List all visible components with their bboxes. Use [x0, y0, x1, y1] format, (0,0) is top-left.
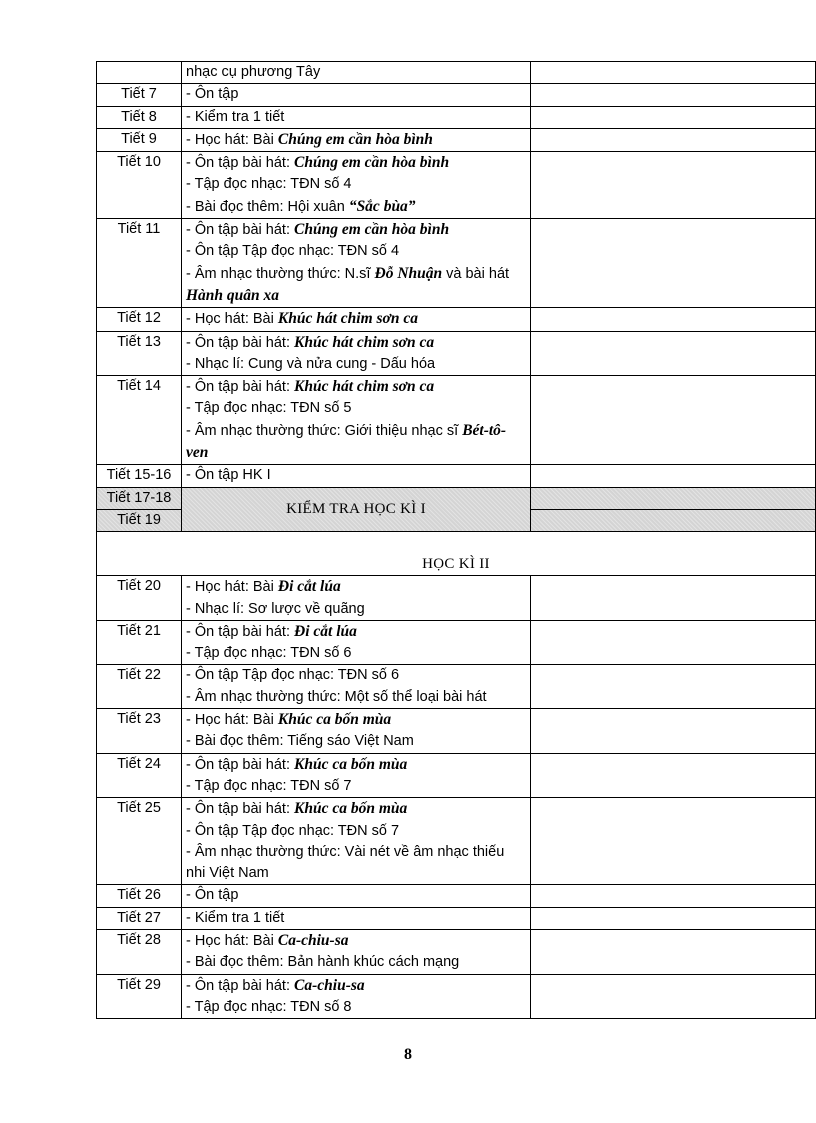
content-text: - Bài đọc thêm: Tiếng sáo Việt Nam: [186, 733, 414, 750]
content-text: - Ôn tập bài hát:: [186, 222, 295, 239]
content-line: [186, 84, 526, 105]
notes-cell: [531, 376, 816, 465]
notes-cell: [531, 620, 816, 665]
period-cell: Tiết 29: [97, 974, 182, 1019]
content-text: - Bài đọc thêm: Bản hành khúc cách mạng: [186, 954, 460, 971]
content-cell: [182, 753, 531, 798]
content-cell: [182, 620, 531, 665]
table-row: [97, 376, 816, 465]
table-row: [97, 487, 816, 509]
content-text: - Tập đọc nhạc: TĐN số 4: [186, 176, 352, 193]
content-line: [186, 576, 526, 598]
content-cell: [182, 331, 531, 376]
table-row: [97, 709, 816, 754]
table-row: [97, 929, 816, 974]
period-cell: Tiết 28: [97, 929, 182, 974]
period-cell: Tiết 21: [97, 620, 182, 665]
table-row: [97, 62, 816, 84]
content-text: - Bài đọc thêm: Hội xuân: [186, 198, 349, 215]
period-cell: Tiết 10: [97, 152, 182, 219]
content-text: - Tập đọc nhạc: TĐN số 5: [186, 400, 352, 417]
content-line: [186, 263, 526, 308]
notes-cell: [531, 465, 816, 487]
content-line: [186, 687, 526, 708]
content-line: [186, 465, 526, 486]
content-text: - Học hát: Bài: [186, 579, 278, 596]
notes-cell: [531, 152, 816, 219]
content-text: - Nhạc lí: Sơ lược về quãng: [186, 600, 365, 617]
period-cell: Tiết 14: [97, 376, 182, 465]
content-text: - Ôn tập bài hát:: [186, 623, 295, 640]
content-line: [186, 798, 526, 820]
table-row: [97, 576, 816, 621]
content-text: và bài hát: [442, 265, 510, 282]
period-cell: Tiết 19: [97, 509, 182, 531]
table-row: [97, 620, 816, 665]
content-line: [186, 731, 526, 752]
content-text: - Âm nhạc thường thức: Vài nét về âm nhạc thiếu nhi Việt Nam: [186, 843, 505, 882]
content-text: nhạc cụ phương Tây: [186, 64, 321, 80]
content-line: [186, 665, 526, 686]
content-cell: [182, 106, 531, 128]
table-row: [97, 753, 816, 798]
table-row: [97, 152, 816, 219]
period-cell: Tiết 25: [97, 798, 182, 885]
content-text: - Ôn tập HK I: [186, 467, 271, 484]
song-title: Khúc ca bốn mùa: [294, 755, 408, 773]
content-text: - Nhạc lí: Cung và nửa cung - Dấu hóa: [186, 355, 436, 372]
content-text: - Kiểm tra 1 tiết: [186, 108, 285, 125]
content-text: - Ôn tập bài hát:: [186, 756, 295, 773]
period-cell: Tiết 23: [97, 709, 182, 754]
content-line: [186, 709, 526, 731]
content-cell: [182, 62, 531, 84]
content-line: [186, 975, 526, 997]
content-line: [186, 219, 526, 241]
content-line: [186, 354, 526, 375]
content-line: [186, 930, 526, 952]
period-cell: Tiết 7: [97, 84, 182, 106]
content-line: [186, 621, 526, 643]
content-text: - Tập đọc nhạc: TĐN số 6: [186, 645, 352, 662]
period-cell: Tiết 11: [97, 219, 182, 308]
content-text: - Tập đọc nhạc: TĐN số 8: [186, 998, 352, 1015]
content-text: - Ôn tập Tập đọc nhạc: TĐN số 4: [186, 243, 400, 260]
content-text: - Ôn tập Tập đọc nhạc: TĐN số 6: [186, 667, 400, 684]
song-title: Khúc ca bốn mùa: [277, 711, 392, 729]
notes-cell: [531, 487, 816, 509]
content-text: - Học hát: Bài: [186, 712, 278, 729]
period-cell: Tiết 24: [97, 753, 182, 798]
content-line: [186, 241, 526, 262]
content-line: [186, 908, 526, 929]
content-line: [186, 152, 526, 174]
content-cell: [182, 885, 531, 907]
period-cell: Tiết 27: [97, 907, 182, 929]
notes-cell: [531, 974, 816, 1019]
content-line: [186, 842, 526, 885]
semester-exam-label: KIỂM TRA HỌC KÌ I: [182, 487, 531, 532]
period-cell: Tiết 13: [97, 331, 182, 376]
content-line: [186, 420, 526, 465]
song-title: Khúc hát chim sơn ca: [277, 310, 418, 328]
content-cell: [182, 929, 531, 974]
content-text: - Ôn tập: [186, 887, 239, 904]
song-title: Khúc hát chim sơn ca: [294, 333, 435, 351]
song-title: Khúc ca bốn mùa: [294, 800, 408, 818]
content-cell: [182, 84, 531, 106]
content-cell: [182, 465, 531, 487]
content-line: [186, 821, 526, 842]
song-title: Chúng em cần hòa bình: [277, 130, 433, 148]
content-text: - Kiểm tra 1 tiết: [186, 909, 285, 926]
notes-cell: [531, 106, 816, 128]
song-title: “Sắc bùa”: [348, 197, 416, 215]
song-title: Ca-chiu-sa: [294, 976, 365, 994]
notes-cell: [531, 665, 816, 709]
semester-heading-row: [97, 532, 816, 576]
content-text: - Âm nhạc thường thức: N.sĩ: [186, 265, 375, 282]
period-cell: Tiết 8: [97, 106, 182, 128]
notes-cell: [531, 219, 816, 308]
content-cell: [182, 152, 531, 219]
content-line: [186, 107, 526, 128]
content-text: - Ôn tập bài hát:: [186, 379, 295, 396]
table-row: [97, 465, 816, 487]
content-text: - Học hát: Bài: [186, 131, 278, 148]
content-line: [186, 885, 526, 906]
content-line: [186, 398, 526, 419]
content-cell: [182, 376, 531, 465]
content-cell: [182, 798, 531, 885]
content-text: - Ôn tập bài hát:: [186, 155, 295, 172]
table-row: [97, 885, 816, 907]
content-text: - Ôn tập bài hát:: [186, 801, 295, 818]
notes-cell: [531, 509, 816, 531]
song-title: Khúc hát chim sơn ca: [294, 378, 435, 396]
content-line: [186, 997, 526, 1018]
content-line: [186, 599, 526, 620]
notes-cell: [531, 331, 816, 376]
lesson-schedule-table: [96, 61, 816, 1019]
table-row: [97, 665, 816, 709]
content-cell: [182, 576, 531, 621]
table-row: [97, 219, 816, 308]
table-row: [97, 84, 816, 106]
period-cell: [97, 62, 182, 84]
table-row: [97, 331, 816, 376]
song-title: Đi cắt lúa: [277, 578, 341, 596]
semester-heading: HỌC KÌ II: [97, 532, 816, 576]
content-line: [186, 62, 526, 83]
notes-cell: [531, 709, 816, 754]
content-text: - Ôn tập bài hát:: [186, 977, 295, 994]
period-cell: Tiết 26: [97, 885, 182, 907]
notes-cell: [531, 576, 816, 621]
content-line: [186, 332, 526, 354]
content-line: [186, 952, 526, 973]
content-cell: [182, 219, 531, 308]
notes-cell: [531, 128, 816, 151]
content-text: - Học hát: Bài: [186, 311, 278, 328]
notes-cell: [531, 885, 816, 907]
table-row: [97, 907, 816, 929]
song-title: Ca-chiu-sa: [277, 931, 349, 949]
content-text: - Học hát: Bài: [186, 932, 278, 949]
content-text: - Ôn tập Tập đọc nhạc: TĐN số 7: [186, 822, 400, 839]
notes-cell: [531, 308, 816, 331]
content-line: [186, 376, 526, 398]
song-title: Bét-tô-ven: [186, 421, 507, 462]
period-cell: Tiết 9: [97, 128, 182, 151]
content-line: [186, 196, 526, 218]
content-cell: [182, 709, 531, 754]
notes-cell: [531, 62, 816, 84]
notes-cell: [531, 753, 816, 798]
content-line: [186, 643, 526, 664]
song-title: Đỗ Nhuận: [374, 264, 443, 282]
content-cell: [182, 907, 531, 929]
content-line: [186, 174, 526, 195]
period-cell: Tiết 15-16: [97, 465, 182, 487]
content-cell: [182, 974, 531, 1019]
notes-cell: [531, 929, 816, 974]
content-line: [186, 129, 526, 151]
content-line: [186, 776, 526, 797]
content-cell: [182, 665, 531, 709]
content-line: [186, 308, 526, 330]
period-cell: Tiết 22: [97, 665, 182, 709]
song-title: Chúng em cần hòa bình: [294, 221, 450, 239]
notes-cell: [531, 907, 816, 929]
table-row: [97, 798, 816, 885]
song-title: Đi cắt lúa: [294, 622, 357, 640]
content-text: - Tập đọc nhạc: TĐN số 7: [186, 777, 352, 794]
content-line: [186, 754, 526, 776]
content-text: - Âm nhạc thường thức: Một số thể loại bài hát: [186, 688, 487, 705]
song-title: Hành quân xa: [186, 286, 280, 304]
period-cell: Tiết 12: [97, 308, 182, 331]
song-title: Chúng em cần hòa bình: [294, 154, 450, 172]
content-cell: [182, 308, 531, 331]
content-text: - Ôn tập: [186, 86, 239, 103]
table-row: [97, 308, 816, 331]
table-row: [97, 128, 816, 151]
content-text: - Âm nhạc thường thức: Giới thiệu nhạc sĩ: [186, 422, 463, 439]
notes-cell: [531, 84, 816, 106]
table-row: [97, 106, 816, 128]
table-row: [97, 974, 816, 1019]
lesson-schedule-body: [97, 62, 816, 1019]
period-cell: Tiết 17-18: [97, 487, 182, 509]
content-cell: [182, 128, 531, 151]
notes-cell: [531, 798, 816, 885]
content-text: - Ôn tập bài hát:: [186, 334, 295, 351]
period-cell: Tiết 20: [97, 576, 182, 621]
page-number: 8: [404, 1046, 412, 1063]
